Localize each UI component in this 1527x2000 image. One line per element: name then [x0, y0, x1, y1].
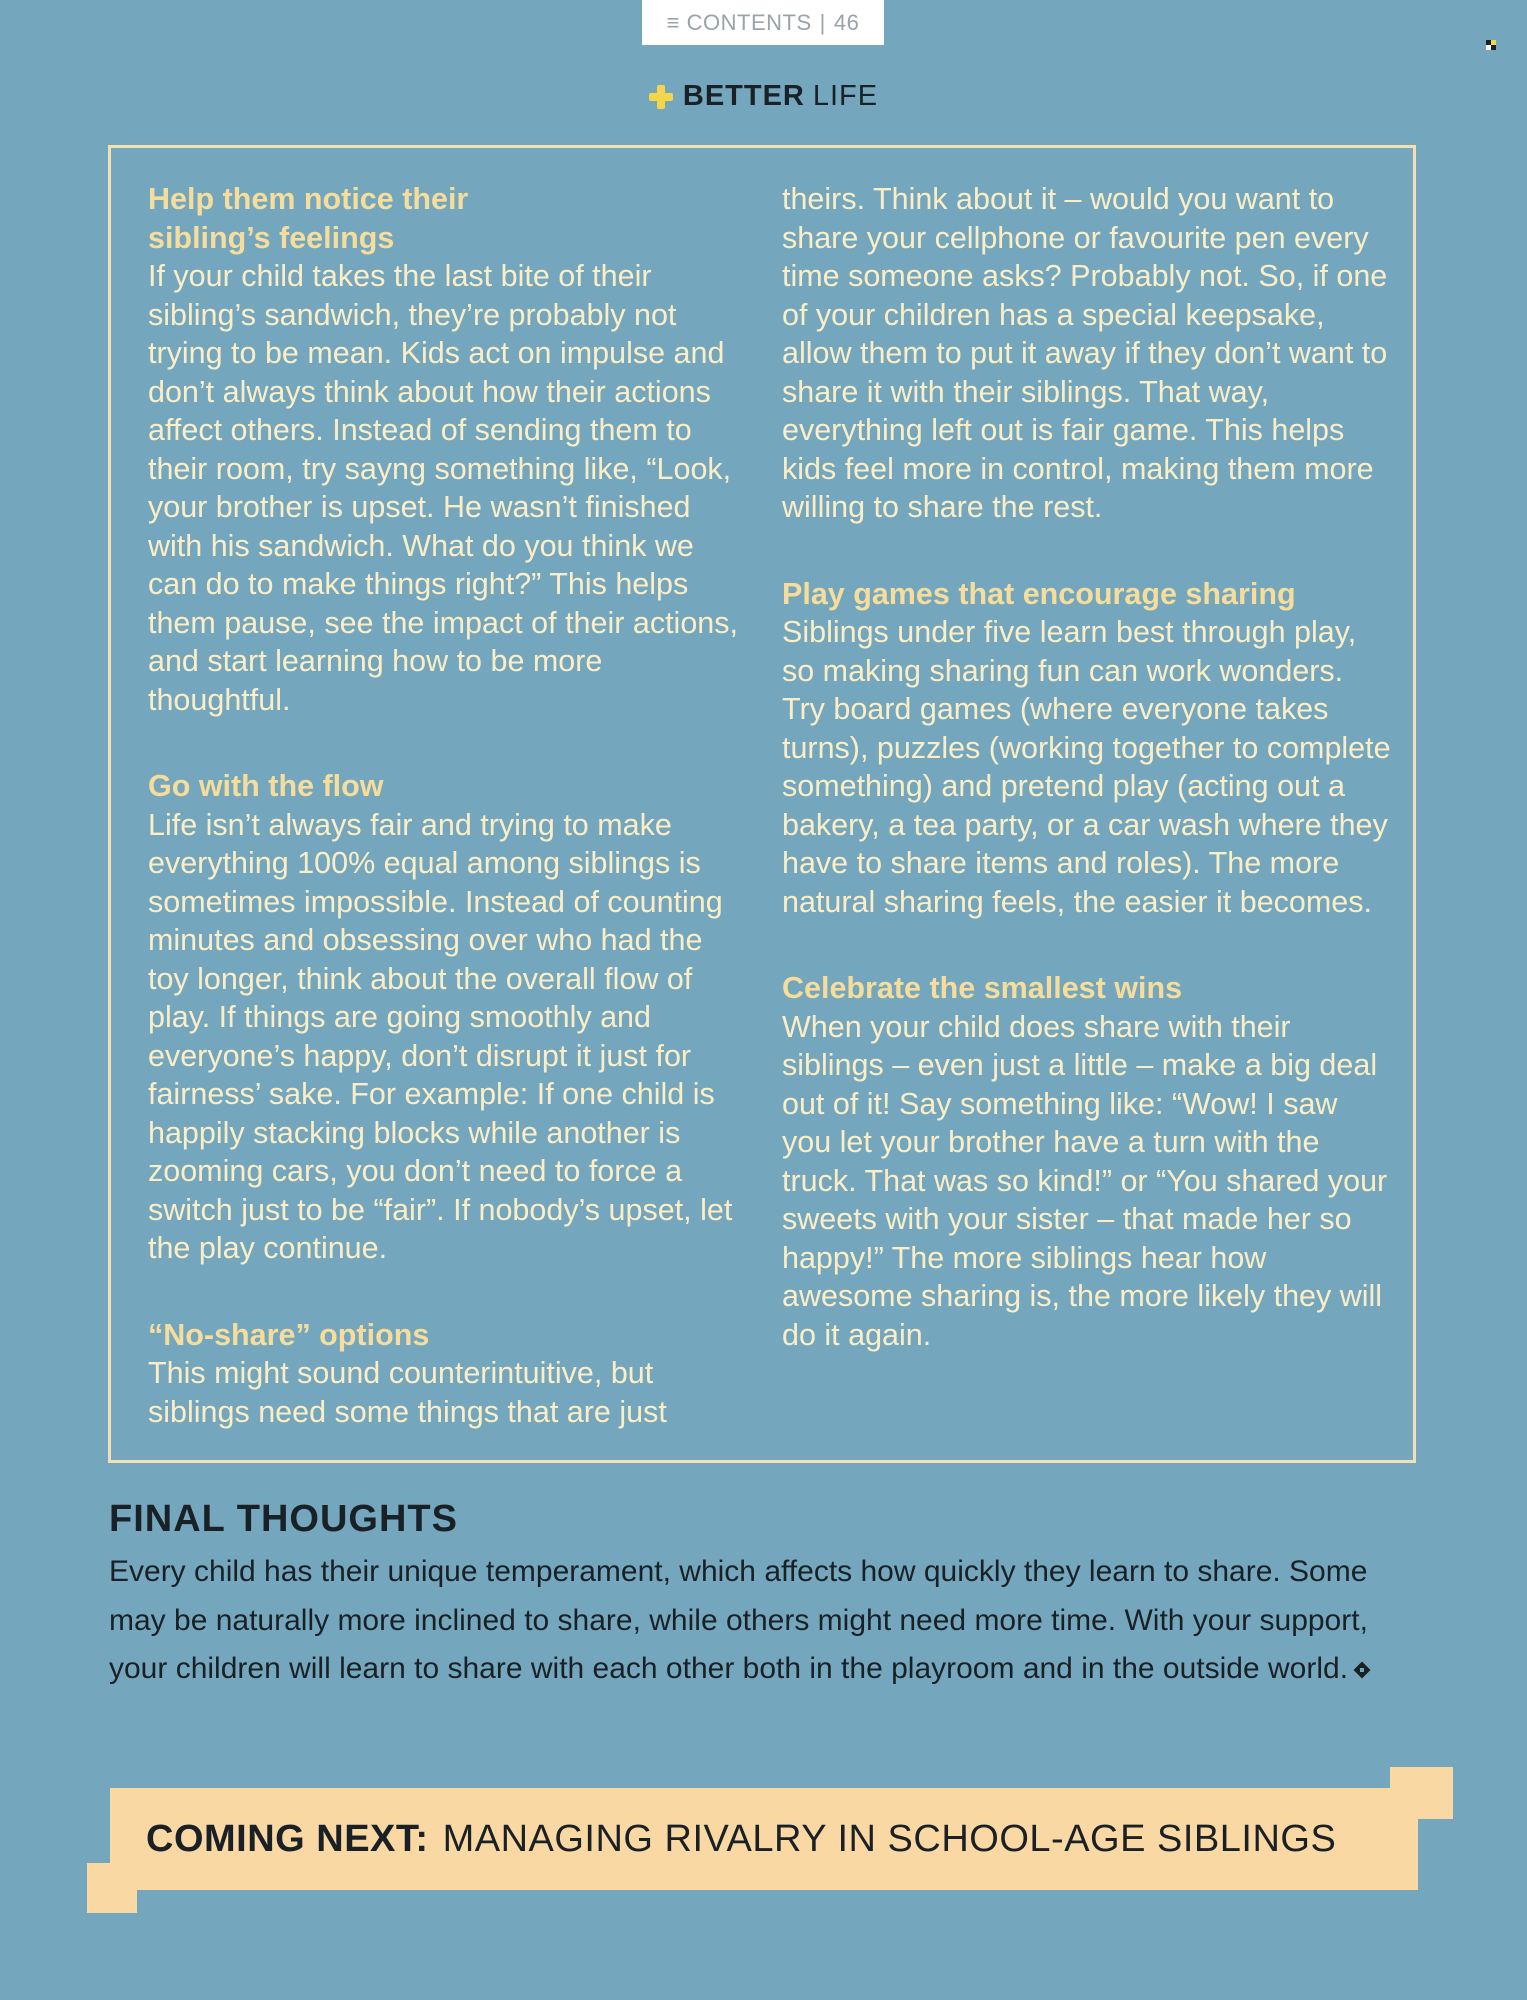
tip-play-games — [782, 575, 1392, 922]
section-label — [0, 80, 1527, 113]
tip-body: Siblings under five learn best through play, so making sharing fun can work wonders. Try board games (where everyone takes turns), puzzles (working together to complete something) and pretend play (acting out a bakery, a tea party, or a car wash where they have to share items and roles). The more natural sharing feels, the easier it becomes. — [782, 615, 1391, 919]
tip-go-with-flow — [148, 767, 748, 1268]
final-thoughts-text: Every child has their unique temperament, which affects how quickly they learn to share. Some may be naturally more inclined to share, while others might need more time. With your support, your children will learn to share with each other both in the playroom and in the outside world. — [109, 1555, 1368, 1685]
page-number: 46 — [833, 9, 860, 35]
tip-heading-line1: Help them notice their — [148, 182, 469, 216]
contents-tab[interactable] — [642, 0, 884, 45]
tip-body: When your child does share with their siblings – even just a little – make a big deal out of it! Say something like: “Wow! I saw you let your brother have a turn with the truck. That was so kind!” or “You shared your sweets with your sister – that made her so happy!” The more siblings hear how awesome sharing is, the more likely they will do it again. — [782, 1009, 1388, 1352]
tip-heading: Play games that encourage sharing — [782, 576, 1296, 611]
final-thoughts-heading: FINAL THOUGHTS — [109, 1498, 458, 1540]
tips-box — [108, 145, 1416, 1463]
tip-no-share-continued — [782, 180, 1392, 527]
contents-label[interactable]: ≡ CONTENTS — [666, 9, 812, 35]
tip-notice-feelings — [148, 180, 748, 719]
banner-deco-left-tab — [87, 1863, 110, 1889]
coming-next-title: MANAGING RIVALRY IN SCHOOL-AGE SIBLINGS — [442, 1817, 1337, 1860]
tip-celebrate — [782, 969, 1392, 1354]
end-mark-icon — [1354, 1662, 1370, 1678]
tip-heading: Go with the flow — [148, 769, 384, 803]
tip-heading — [148, 180, 748, 257]
tip-heading: “No-share” options — [148, 1317, 430, 1352]
tips-column-left — [148, 180, 748, 1479]
tip-body: If your child takes the last bite of their sibling’s sandwich, they’re probably not trying to be mean. Kids act on impulse and don’t always think about how their actions affect others. Instead of sending them to their room, try sayng something like, “Look, your brother is upset. He wasn’t finished with his sandwich. What do you think we can do to make things right?” This helps them pause, see the impact of their actions, and start learning how to be more thoughtful. — [148, 259, 738, 717]
separator: | — [819, 9, 826, 35]
tip-body-part2: theirs. Think about it – would you want to share your cellphone or favourite pen every time someone asks? Probably not. So, if one of your children has a special keepsake, allow them to put it away if they don’t want to share it with their siblings. That way, everything left out is fair game. This helps kids feel more in control, making them more willing to share the rest. — [782, 182, 1388, 524]
final-thoughts-body — [109, 1548, 1429, 1694]
tip-heading-line2: sibling’s feelings — [148, 220, 395, 255]
tip-no-share — [148, 1316, 748, 1432]
section-label-light: LIFE — [812, 80, 879, 112]
tip-body-part1: This might sound counterintuitive, but siblings need some things that are just — [148, 1356, 667, 1429]
tips-column-right — [782, 180, 1392, 1402]
plus-icon — [649, 85, 673, 109]
coming-next-lead: COMING NEXT: — [146, 1817, 429, 1860]
tip-heading: Celebrate the smallest wins — [782, 971, 1183, 1005]
tip-body: Life isn’t always fair and trying to make everything 100% equal among siblings is sometimes impossible. Instead of counting minutes and obsessing over who had the toy longer, think about the overall flow of play. If things are going smoothly and everyone’s happy, don’t disrupt it just for fairness’ sake. For example: If one child is happily stacking blocks while another is zooming cars, you don’t need to force a switch just to be “fair”. If nobody’s upset, let the play continue. — [148, 807, 733, 1265]
corner-mark-icon — [1486, 40, 1496, 50]
section-label-bold: BETTER — [682, 80, 805, 112]
coming-next-banner[interactable] — [110, 1788, 1418, 1890]
